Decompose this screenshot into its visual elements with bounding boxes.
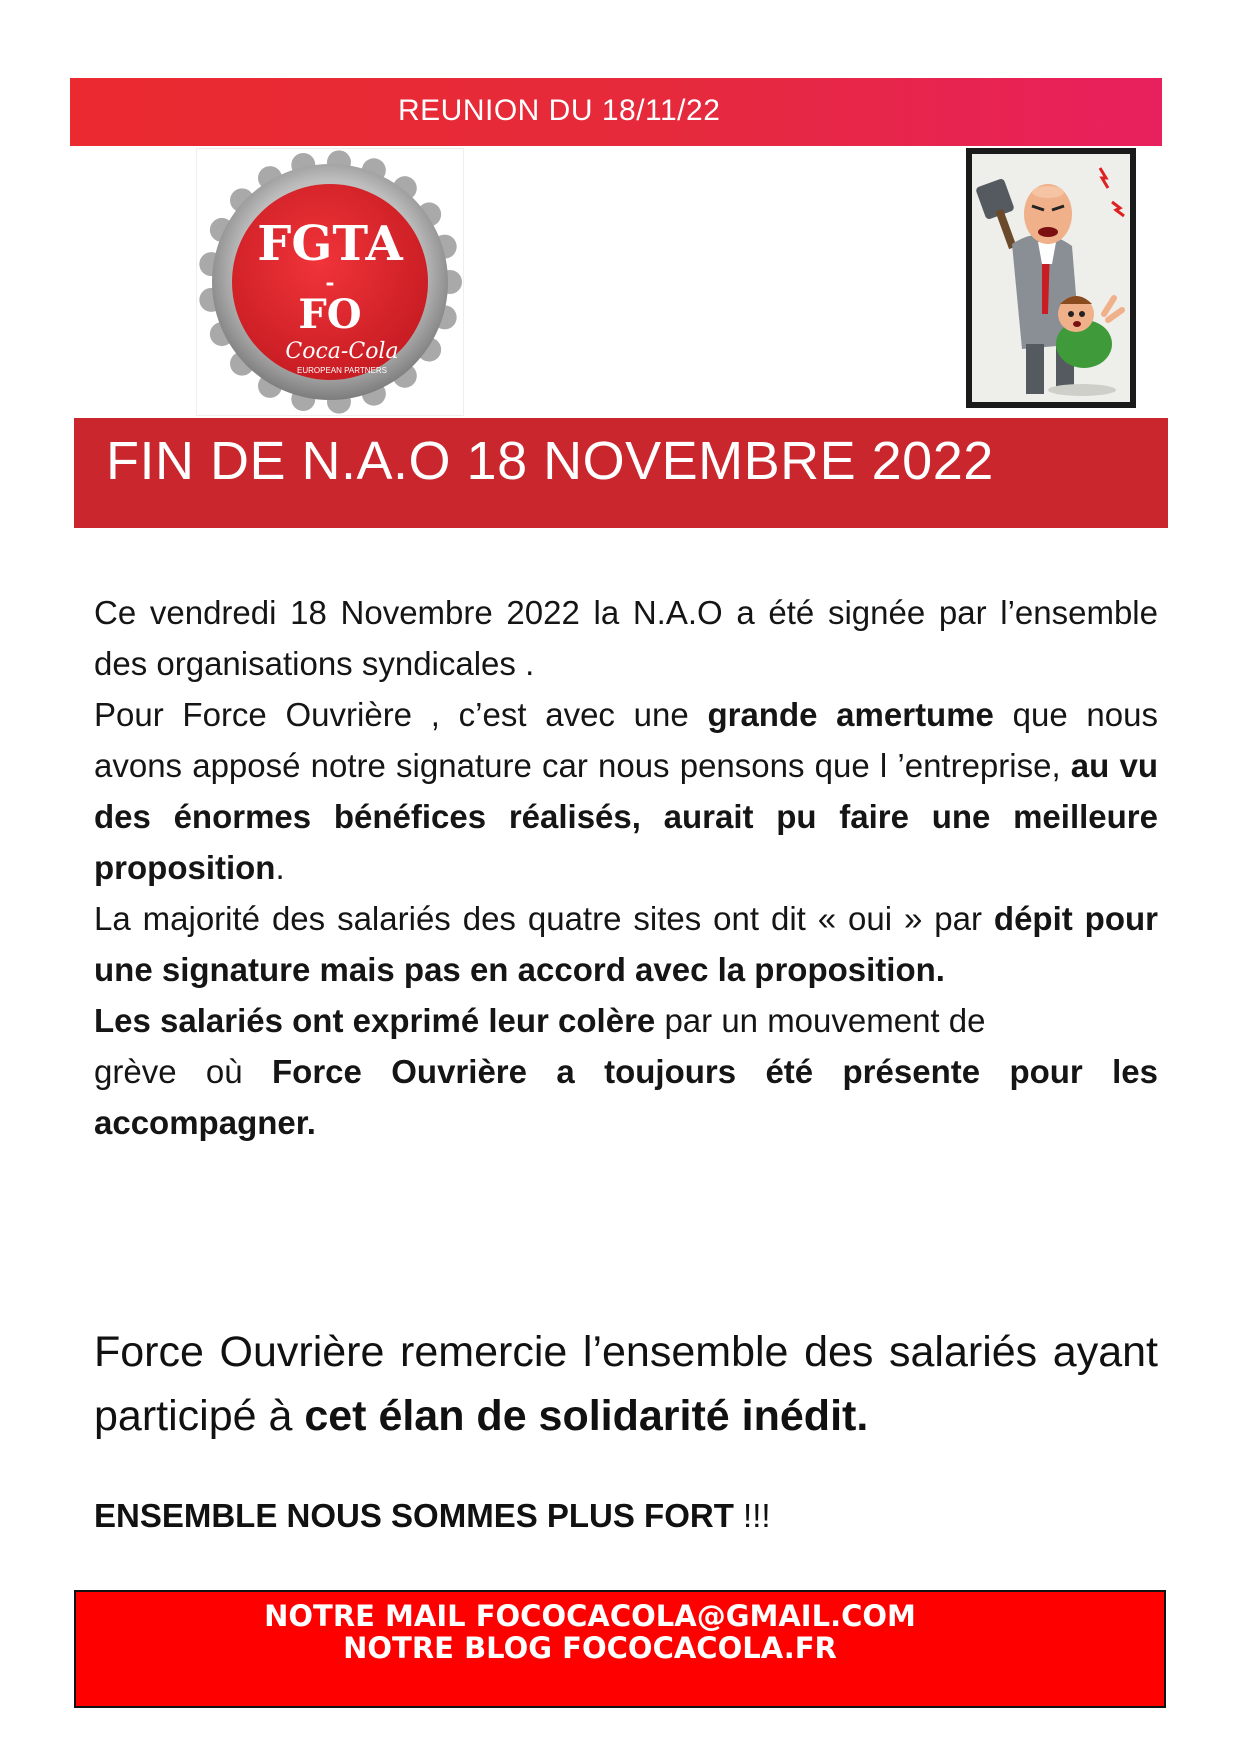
bold-span: cet élan de solidarité inédit. [304,1392,869,1440]
bold-span: dépit pour une signature mais pas en accord avec la proposition. [94,900,1158,988]
logo-brand: Coca-Cola [285,339,399,364]
logo-line2: - [325,270,335,296]
paragraph-majority [94,893,1158,995]
bold-span: au vu des énormes bénéfices réalisés, aurait pu faire une meilleure proposition [94,747,1158,886]
text-span: par un mouvement de [655,1002,986,1039]
page-title: FIN DE N.A.O 18 NOVEMBRE 2022 [106,431,994,491]
footer-blog: NOTRE BLOG FOCOCACOLA.FR [343,1631,837,1665]
bold-span: grande amertume [707,696,994,733]
text-span: La majorité des salariés des quatre sites ont dit « oui » par [94,900,994,937]
fgta-fo-logo [196,148,464,416]
motto [94,1494,1158,1538]
thanks-paragraph [94,1320,1158,1448]
text-span: Force Ouvrière remercie l’ensemble des salariés ayant participé à [94,1328,1158,1440]
angry-boss-illustration [966,148,1136,408]
logo-line1: FGTA [257,216,403,272]
bottle-cap-logo-icon [196,148,464,416]
motto-exclamation: !!! [733,1497,771,1534]
motto-bold: ENSEMBLE NOUS SOMMES PLUS FORT [94,1497,734,1534]
text-span: grève où [94,1053,273,1090]
paragraph-anger [94,995,1158,1046]
paragraph-force-ouvriere [94,689,1158,893]
paragraph-signature: Ce vendredi 18 Novembre 2022 la N.A.O a été signée par l’ensemble des organisations syndicales . [94,594,1158,682]
bold-span: Les salariés ont exprimé leur colère [94,1002,656,1039]
text-span: . [275,849,285,886]
contact-footer [74,1590,1166,1708]
body-text [94,587,1158,1148]
bold-span: Force Ouvrière a toujours été présente pour les accompagner. [94,1053,1159,1141]
meeting-date-banner [70,78,1162,146]
text-span: Pour Force Ouvrière , c’est avec une [94,696,708,733]
logo-subtitle: EUROPEAN PARTNERS [297,366,387,375]
logo-line3: FO [298,291,362,338]
text-span: que nous avons apposé notre signature car nous pensons que l ’entreprise, [94,696,1158,784]
page-title-bar [74,418,1168,528]
paragraph-strike [94,1046,1158,1148]
meeting-date-text: REUNION DU 18/11/22 [398,94,721,127]
footer-mail: NOTRE MAIL FOCOCACOLA@GMAIL.COM [264,1599,916,1633]
angry-boss-cartoon-icon [972,154,1130,402]
